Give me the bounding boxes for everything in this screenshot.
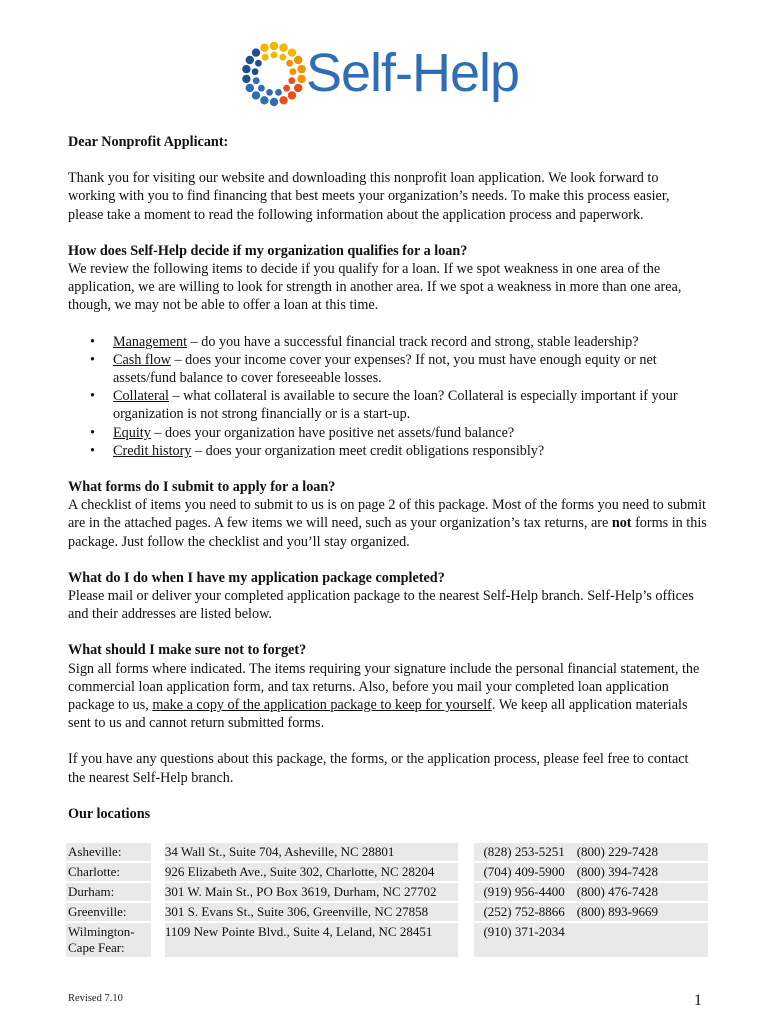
logo-dot bbox=[260, 96, 268, 104]
q4-emphasis: make a copy of the application package to keep for yourself bbox=[152, 697, 492, 714]
intro-paragraph: Thank you for visiting our website and downloading this nonprofit loan application. We look forward to working with you to find financing that best meets your organization’s needs. To make this process easier, please take a moment to read the following information about the application process and paperwork. bbox=[68, 170, 670, 223]
criteria-desc: – does your organization have positive net assets/fund balance? bbox=[150, 424, 515, 441]
criteria-term: Cash flow bbox=[113, 351, 171, 368]
logo-dot bbox=[283, 85, 290, 92]
list-item bbox=[113, 442, 708, 460]
q4-body bbox=[68, 660, 708, 733]
list-item bbox=[113, 333, 708, 351]
logo-dot bbox=[252, 48, 260, 56]
q4-body-a: Sign all forms where indicated. The items requiring your signature include the personal financial statement, the commercial loan application form, and tax returns. Also, before you mail your completed loan application package to us, bbox=[68, 660, 700, 714]
logo-dot bbox=[242, 75, 250, 83]
self-help-logo bbox=[240, 38, 530, 110]
criteria-term: Management bbox=[113, 333, 188, 350]
logo-dot bbox=[246, 56, 254, 64]
criteria-term: Collateral bbox=[113, 388, 169, 405]
logo-dot bbox=[270, 98, 278, 106]
location-tollfree: (800) 394-7428 bbox=[573, 863, 708, 881]
criteria-desc: – does your income cover your expenses? If not, you must have enough equity or net assets/fund balance to cover foreseeable losses. bbox=[113, 351, 657, 387]
salutation: Dear Nonprofit Applicant: bbox=[68, 134, 229, 150]
logo-dot bbox=[242, 65, 250, 73]
logo-dot bbox=[297, 75, 305, 83]
table-row bbox=[66, 883, 708, 901]
location-tollfree bbox=[573, 923, 708, 957]
logo-dot bbox=[294, 84, 302, 92]
location-city: Charlotte: bbox=[66, 863, 151, 881]
criteria-desc: – what collateral is available to secure the loan? Collateral is especially important if your organization is not strong financially or is a start-up. bbox=[113, 388, 678, 423]
table-row bbox=[66, 923, 708, 957]
criteria-term: Equity bbox=[113, 424, 151, 441]
page-number: 1 bbox=[694, 992, 702, 1009]
logo-dot bbox=[290, 68, 297, 75]
logo-dot bbox=[288, 48, 296, 56]
criteria-desc: – do you have a successful financial track record and strong, stable leadership? bbox=[187, 333, 639, 350]
location-tollfree: (800) 476-7428 bbox=[573, 883, 708, 901]
q4-heading: What should I make sure not to forget? bbox=[68, 642, 307, 659]
q2-body-a: A checklist of items you need to submit to us is on page 2 of this package. Most of the forms you need to submit are in the attached pages. A few items we will need, such as your organization’s tax returns, are bbox=[68, 497, 706, 532]
logo-dot bbox=[255, 60, 262, 67]
location-phone: (704) 409-5900 bbox=[474, 863, 573, 881]
logo-dot bbox=[270, 42, 278, 50]
logo-dot bbox=[286, 60, 293, 67]
q2-body bbox=[68, 496, 708, 551]
logo-dot bbox=[271, 52, 278, 59]
logo-dot bbox=[279, 96, 287, 104]
location-tollfree: (800) 229-7428 bbox=[573, 843, 708, 861]
logo-text: Self-Help bbox=[306, 43, 520, 103]
table-row bbox=[66, 903, 708, 921]
logo-dot bbox=[288, 91, 296, 99]
logo-dot bbox=[275, 89, 282, 96]
q3-heading: What do I do when I have my application package completed? bbox=[68, 569, 445, 586]
logo-dot bbox=[279, 44, 287, 52]
logo-dot bbox=[279, 54, 286, 61]
q2-body-b: forms in this package. Just follow the checklist and you’ll stay organized. bbox=[68, 515, 707, 550]
location-address: 1109 New Pointe Blvd., Suite 4, Leland, NC 28451 bbox=[165, 923, 458, 957]
location-address: 301 S. Evans St., Suite 306, Greenville, NC 27858 bbox=[165, 903, 458, 921]
location-city: Durham: bbox=[66, 883, 151, 901]
list-item bbox=[113, 351, 708, 387]
location-address: 34 Wall St., Suite 704, Asheville, NC 28801 bbox=[165, 843, 458, 861]
location-city: Greenville: bbox=[66, 903, 151, 921]
locations-table bbox=[66, 841, 708, 959]
location-city: Wilmington-Cape Fear: bbox=[66, 923, 151, 957]
location-phone: (828) 253-5251 bbox=[474, 843, 573, 861]
logo-dot bbox=[266, 89, 273, 96]
locations-title: Our locations bbox=[68, 805, 151, 822]
q1-body: We review the following items to decide if you qualify for a loan. If we spot weakness in one area of the application, we are willing to look for strength in another area. If we spot a weakness in more than one area, though, we may not be able to offer a loan at this time. bbox=[68, 261, 682, 314]
q4-body-b: . We keep all application materials sent to us and cannot return submitted forms. bbox=[68, 697, 688, 732]
logo-dot bbox=[258, 85, 265, 92]
location-address: 926 Elizabeth Ave., Suite 302, Charlotte, NC 28204 bbox=[165, 863, 458, 881]
location-phone: (910) 371-2034 bbox=[474, 923, 573, 957]
logo-dot bbox=[294, 56, 302, 64]
criteria-list bbox=[68, 333, 708, 460]
location-tollfree: (800) 893-9669 bbox=[573, 903, 708, 921]
logo-dot bbox=[246, 84, 254, 92]
letter-body bbox=[68, 133, 708, 959]
table-row bbox=[66, 863, 708, 881]
location-phone: (252) 752-8866 bbox=[474, 903, 573, 921]
logo-dot bbox=[262, 54, 269, 61]
q1-heading: How does Self-Help decide if my organization qualifies for a loan? bbox=[68, 242, 468, 259]
logo-dot bbox=[260, 44, 268, 52]
table-row bbox=[66, 843, 708, 861]
closing-paragraph: If you have any questions about this package, the forms, or the application process, please feel free to contact the nearest Self-Help branch. bbox=[68, 751, 689, 786]
logo-dot bbox=[253, 77, 260, 84]
location-city: Asheville: bbox=[66, 843, 151, 861]
logo-dot bbox=[252, 68, 259, 75]
q2-heading: What forms do I submit to apply for a loan? bbox=[68, 479, 336, 496]
location-address: 301 W. Main St., PO Box 3619, Durham, NC 27702 bbox=[165, 883, 458, 901]
q3-body: Please mail or deliver your completed application package to the nearest Self-Help branch. Self-Help’s offices and their addresses are listed below. bbox=[68, 588, 694, 623]
logo-dot bbox=[288, 77, 295, 84]
sunburst-icon bbox=[240, 38, 310, 110]
list-item bbox=[113, 387, 708, 423]
logo-dot bbox=[252, 91, 260, 99]
logo-dot bbox=[297, 65, 305, 73]
revision-note: Revised 7.10 bbox=[68, 993, 123, 1004]
list-item bbox=[113, 424, 708, 442]
location-phone: (919) 956-4400 bbox=[474, 883, 573, 901]
criteria-term: Credit history bbox=[113, 442, 192, 459]
q2-body-bold: not bbox=[611, 515, 632, 532]
criteria-desc: – does your organization meet credit obligations responsibly? bbox=[191, 442, 545, 459]
